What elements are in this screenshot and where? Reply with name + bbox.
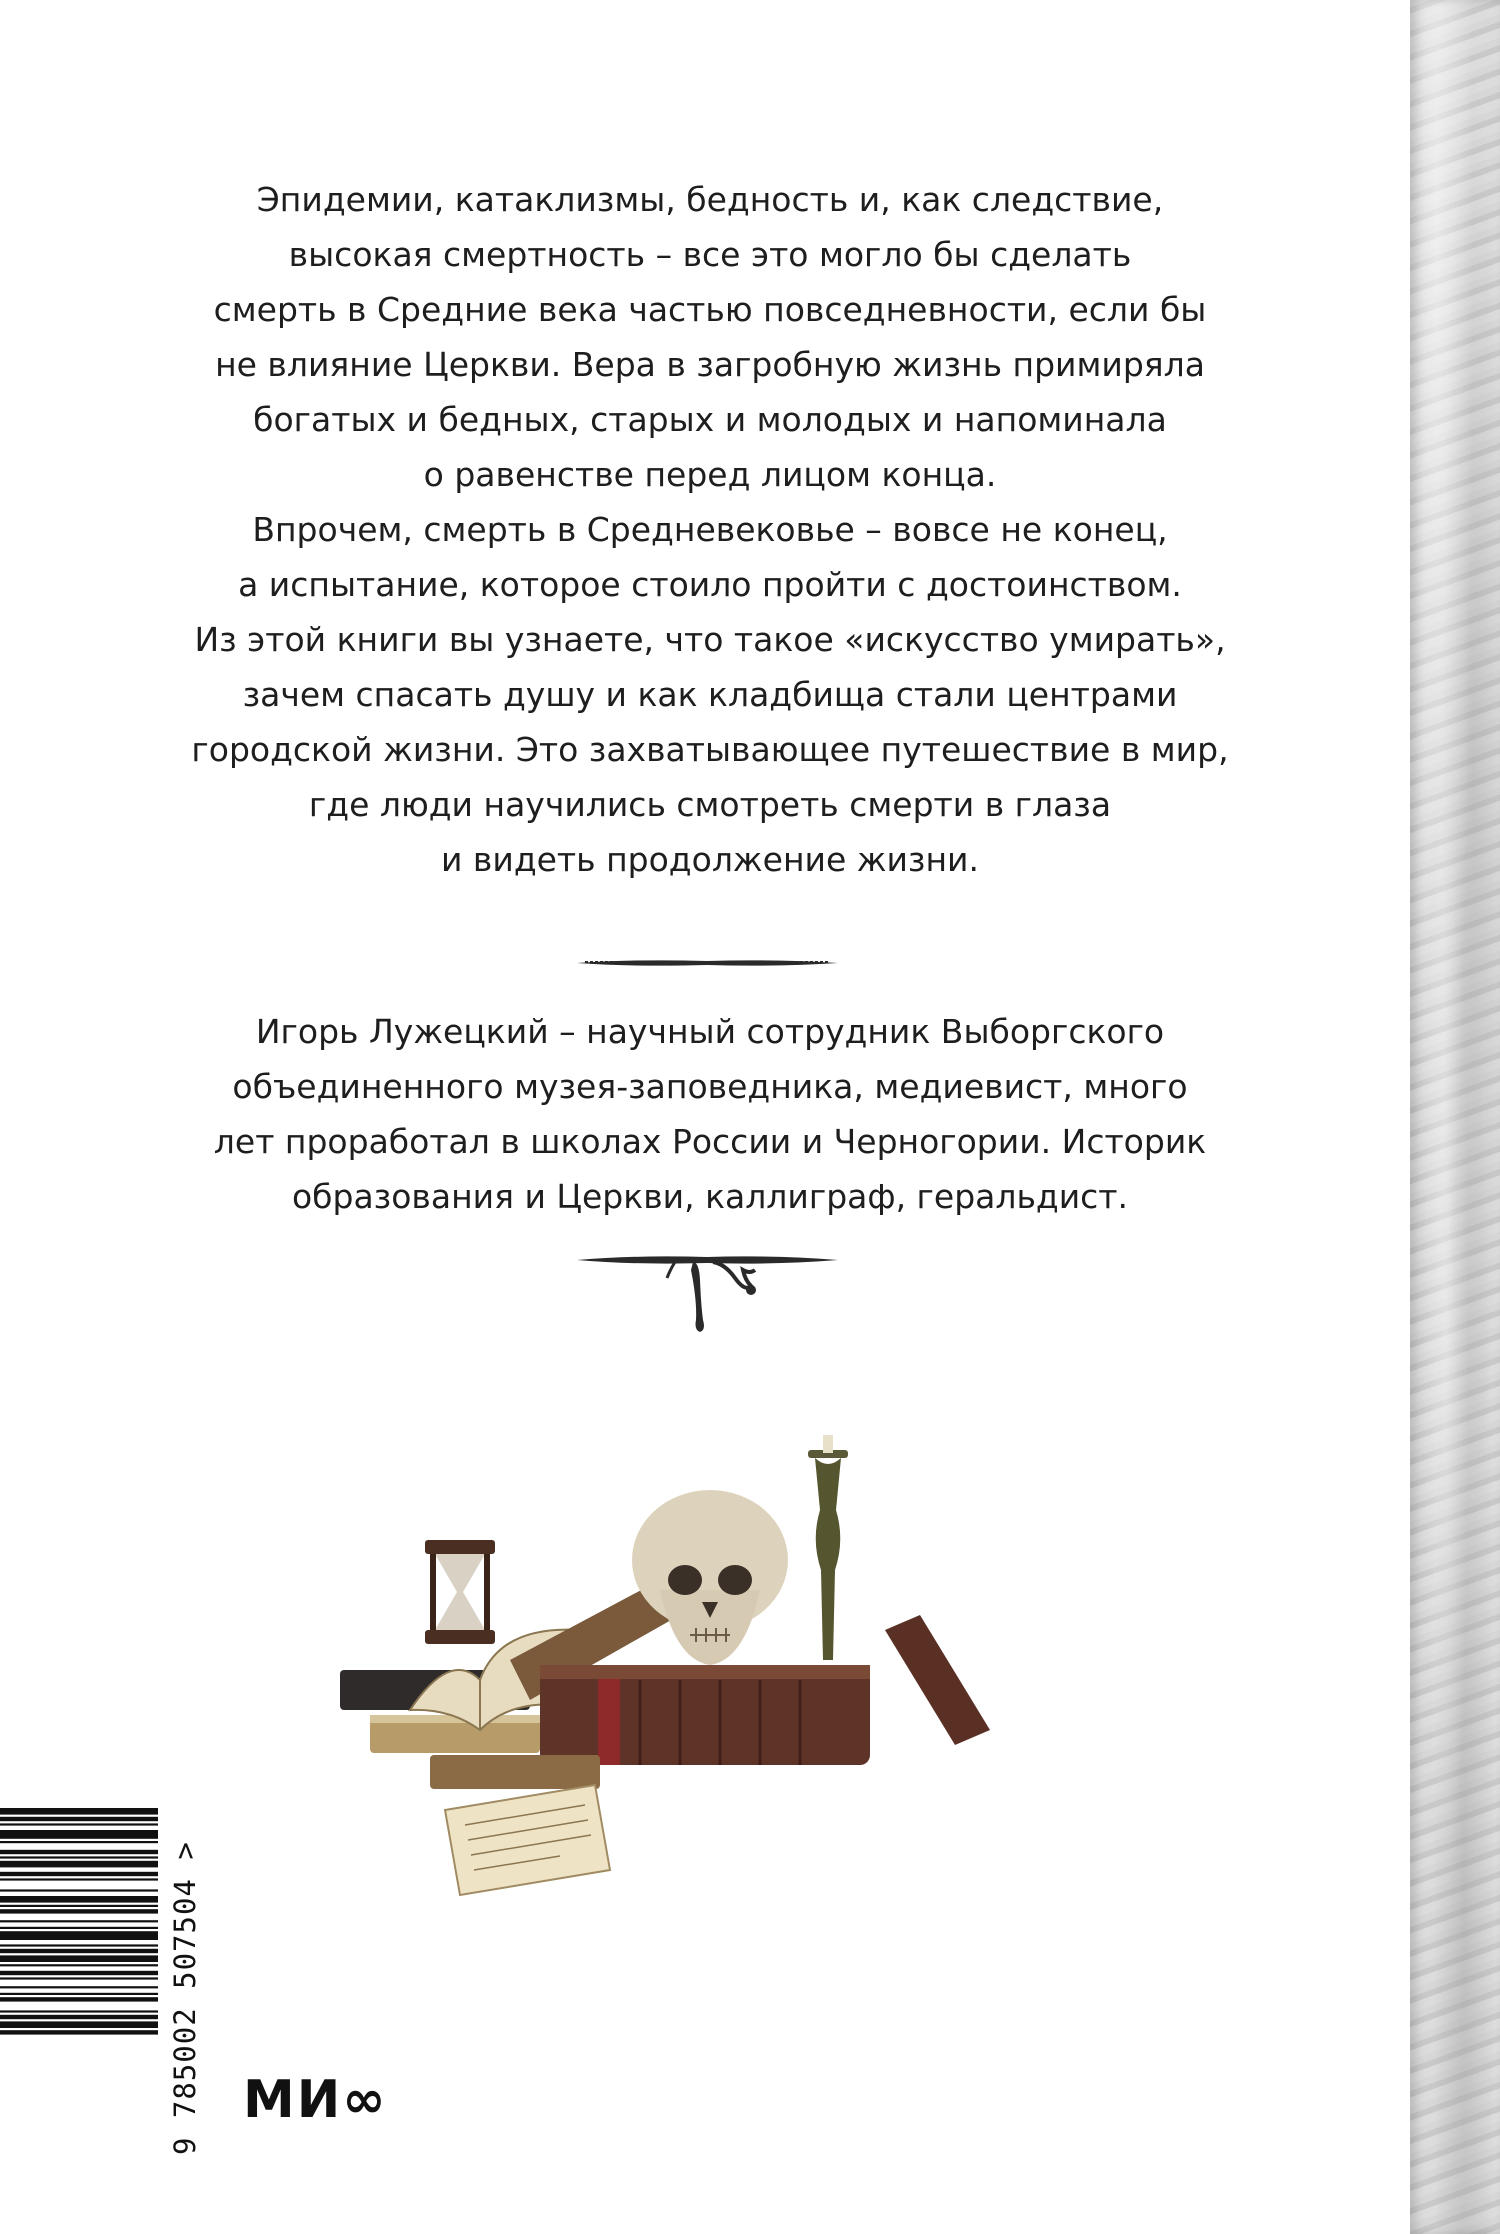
blurb-line: смерть в Средние века частью повседневности, если бы — [213, 290, 1207, 329]
barcode-bar — [0, 2015, 158, 2019]
blurb-line: Из этой книги вы узнаете, что такое «искусство умирать», — [194, 620, 1226, 659]
barcode-bar — [0, 1856, 158, 1858]
barcode-bar — [0, 1830, 158, 1839]
blurb-line: а испытание, которое стоило пройти с достоинством. — [238, 565, 1182, 604]
barcode-bar — [0, 1986, 158, 1988]
barcode-bar — [0, 1944, 158, 1946]
ink-divider-top — [575, 953, 840, 973]
blurb-line: городской жизни. Это захватывающее путешествие в мир, — [191, 730, 1229, 769]
barcode-bar — [0, 2010, 158, 2012]
barcode-bar — [0, 1971, 158, 1975]
barcode-bar — [0, 1955, 158, 1962]
barcode-bar — [0, 2021, 158, 2028]
barcode-bar — [0, 1823, 158, 1825]
barcode-bar — [0, 1905, 158, 1907]
blurb-line: не влияние Церкви. Вера в загробную жизнь примиряла — [215, 345, 1205, 384]
blurb-line: где люди научились смотреть смерти в глаза — [308, 785, 1112, 824]
barcode-bar — [0, 1850, 158, 1854]
author-line: Игорь Лужецкий – научный сотрудник Выборгского — [255, 1012, 1165, 1051]
barcode-bar — [0, 1977, 158, 1979]
ink-drip-divider — [575, 1250, 840, 1340]
barcode-bar — [0, 2030, 158, 2034]
barcode-bar — [0, 1993, 158, 1995]
barcode-bar — [0, 1920, 158, 1922]
barcode-bar — [0, 1841, 158, 1843]
isbn-digits: 9 785002 507504 > — [168, 1841, 202, 2155]
blurb-line: Эпидемии, катаклизмы, бедность и, как следствие, — [256, 180, 1164, 219]
author-bio — [120, 1004, 1300, 1224]
barcode-bar — [0, 1949, 158, 1953]
vanitas-still-life-icon — [330, 1430, 1090, 1900]
publisher-logo: МИ∞ — [243, 2070, 388, 2130]
barcode-bar — [0, 1896, 158, 1903]
barcode-bar — [0, 1878, 158, 1880]
blurb-line: о равенстве перед лицом конца. — [423, 455, 997, 494]
barcode-bar — [0, 1808, 158, 1815]
barcode-bar — [0, 1861, 158, 1868]
barcode-bar — [0, 1927, 158, 1929]
spine-texture — [1410, 0, 1500, 2234]
blurb-line: богатых и бедных, старых и молодых и напоминала — [253, 400, 1167, 439]
barcode-bar — [0, 1931, 158, 1940]
barcode-bar — [0, 1964, 158, 1966]
blurb-text — [120, 172, 1300, 887]
barcode-bar — [0, 1909, 158, 1913]
blurb-line: Впрочем, смерть в Средневековье – вовсе не конец, — [252, 510, 1168, 549]
isbn-barcode — [0, 1808, 158, 2183]
blurb-line: и видеть продолжение жизни. — [440, 840, 979, 879]
barcode-bar — [0, 1872, 158, 1876]
barcode-bar — [0, 1889, 158, 1891]
author-line: лет проработал в школах России и Черногории. Историк — [213, 1122, 1207, 1161]
blurb-line: высокая смертность – все это могло бы сделать — [288, 235, 1132, 274]
author-line: объединенного музея-заповедника, медиевист, много — [232, 1067, 1188, 1106]
barcode-bar — [0, 1817, 158, 1821]
blurb-line: зачем спасать душу и как кладбища стали центрами — [242, 675, 1178, 714]
barcode-bar — [0, 1997, 158, 2001]
author-line: образования и Церкви, каллиграф, геральдист. — [291, 1177, 1129, 1216]
